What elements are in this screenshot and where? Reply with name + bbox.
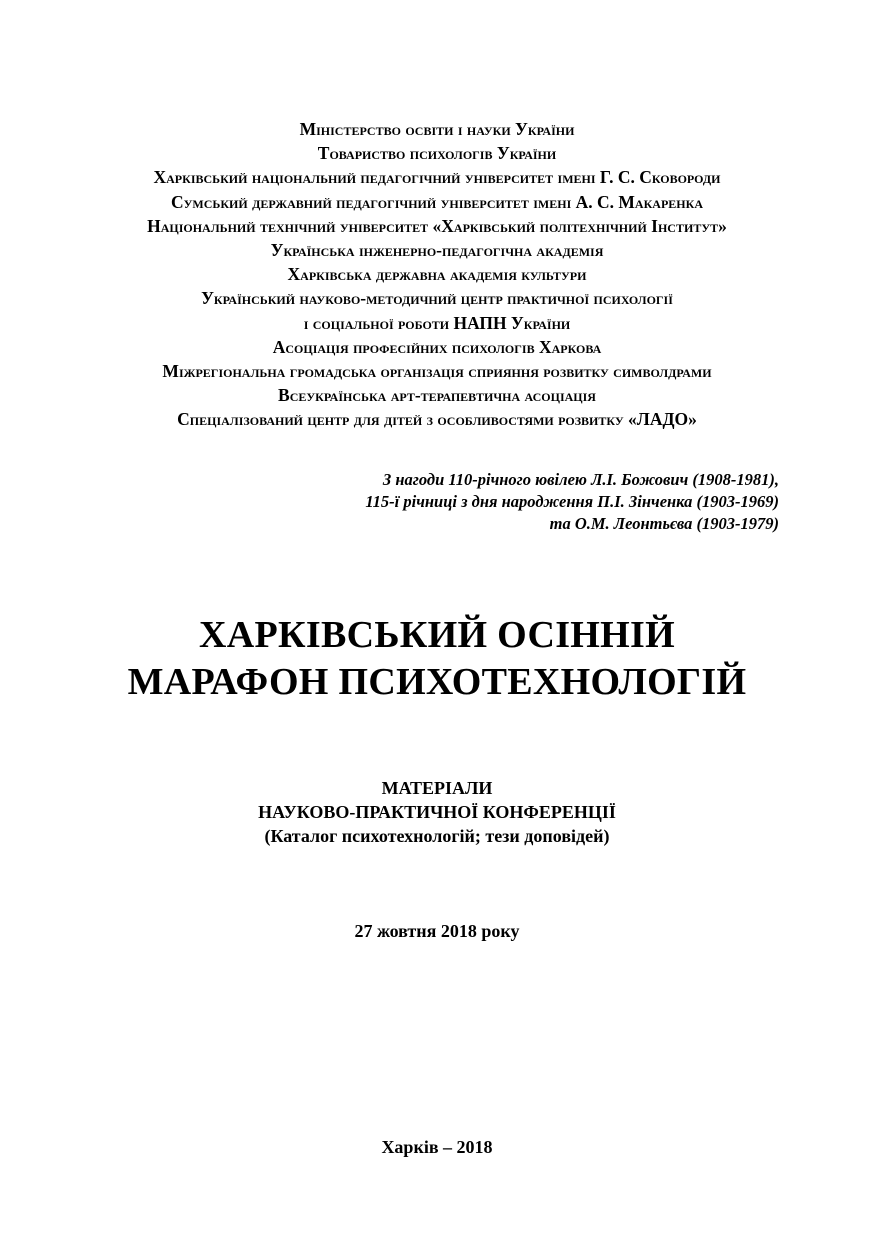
organizer-line: Асоціація професійних психологів Харкова: [272, 336, 602, 357]
organizer-line: Українська інженерно-педагогічна академія: [270, 240, 604, 261]
organizer-line: Харківський національний педагогічний університет імені Г. С. Сковороди: [153, 167, 721, 188]
subtitle-line: НАУКОВО-ПРАКТИЧНОЇ КОНФЕРЕНЦІЇ: [258, 802, 616, 822]
subtitle-line: МАТЕРІАЛИ: [381, 778, 493, 798]
organizer-line: Товариство психологів України: [317, 143, 557, 164]
document-subtitle: [0, 776, 874, 848]
organizer-line: Всеукраїнська арт-терапевтична асоціація: [278, 385, 596, 406]
organizer-line: Міжрегіональна громадська організація сприяння розвитку символдрами: [162, 361, 712, 382]
organizers-list: [0, 117, 874, 432]
organizer-line: Національний технічний університет «Харківський політехнічний Інститут»: [147, 215, 727, 236]
organizer-line: Спеціалізований центр для дітей з особливостями розвитку «ЛАДО»: [177, 409, 697, 430]
dedication-line: 115-ї річниці з дня народження П.І. Зінченка (1903-1969): [365, 492, 779, 511]
subtitle-line: (Каталог психотехнологій; тези доповідей): [264, 826, 610, 846]
organizer-line: Харківська державна академія культури: [287, 264, 587, 285]
organizer-line: і соціальної роботи НАПН України: [303, 312, 571, 333]
place-and-year: Харків – 2018: [381, 1137, 493, 1157]
organizer-line: Український науково-методичний центр практичної психології: [201, 288, 673, 309]
organizer-line: Міністерство освіти і науки України: [299, 119, 575, 139]
dedication-line: З нагоди 110-річного ювілею Л.І. Божович (1908-1981),: [382, 470, 779, 489]
dedication-line: та О.М. Леонтьєва (1903-1979): [549, 514, 779, 533]
title-line: ХАРКІВСЬКИЙ ОСІННІЙ: [199, 614, 675, 656]
document-title: [0, 612, 874, 706]
conference-date: 27 жовтня 2018 року: [354, 921, 520, 941]
dedication: [365, 469, 779, 535]
organizer-line: Сумський державний педагогічний університет імені А. С. Макаренка: [170, 191, 704, 212]
title-line: МАРАФОН ПСИХОТЕХНОЛОГІЙ: [127, 661, 747, 703]
